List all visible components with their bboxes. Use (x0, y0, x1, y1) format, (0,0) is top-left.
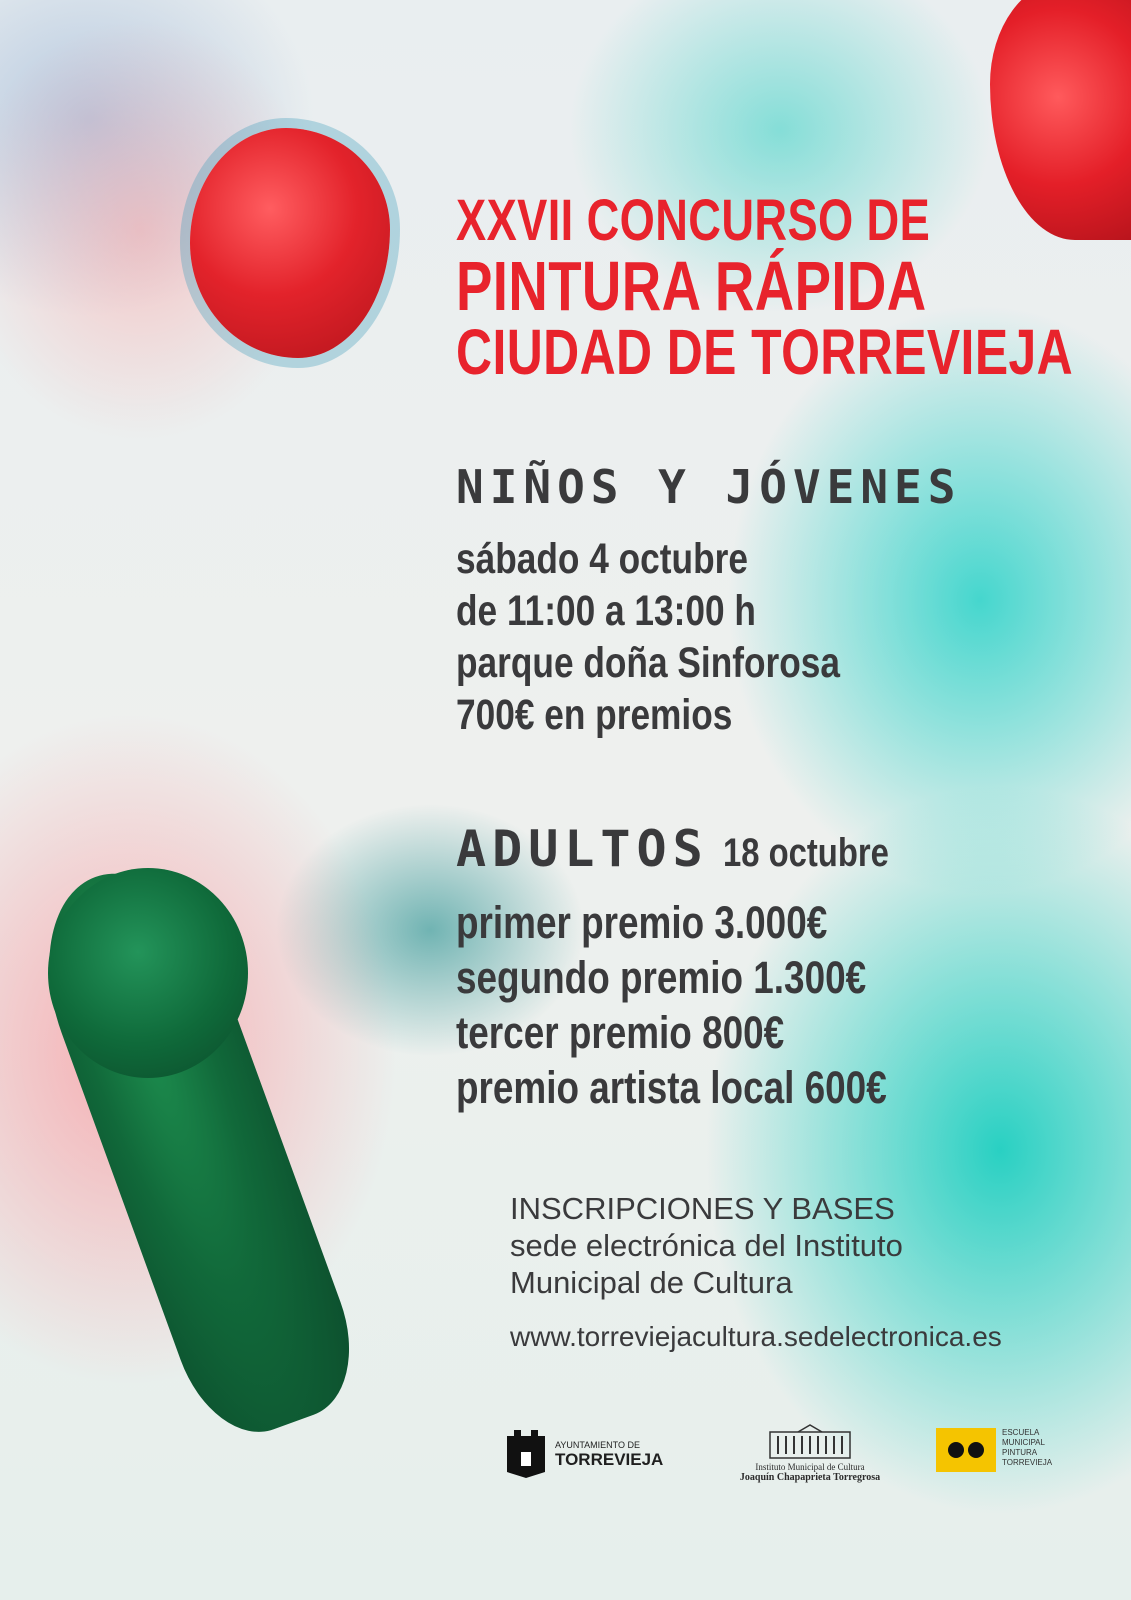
ayuntamiento-logo (505, 1430, 663, 1478)
escuela-line-1: ESCUELA (1002, 1428, 1040, 1437)
title-line-3: CIUDAD DE TORREVIEJA (456, 316, 1074, 388)
escuela-line-2: MUNICIPAL (1002, 1438, 1045, 1447)
adultos-heading-row (456, 820, 925, 878)
escuela-text (1002, 1428, 1052, 1468)
green-paint-blob-head (48, 868, 248, 1078)
registration-line-2: sede electrónica del Instituto (510, 1228, 903, 1263)
sponsor-logos (0, 1420, 1131, 1500)
adultos-date: 18 octubre (722, 831, 889, 875)
imc-small-text: Instituto Municipal de Cultura (755, 1462, 865, 1472)
red-paint-blob (190, 128, 390, 358)
poster-title (456, 188, 1131, 388)
first-prize: primer premio 3.000€ (456, 897, 828, 948)
second-prize: segundo premio 1.300€ (456, 952, 867, 1003)
escuela-line-4: TORREVIEJA (1002, 1458, 1053, 1467)
registration-info (510, 1190, 903, 1301)
yellow-eyes-logo-icon (936, 1428, 996, 1472)
third-prize: tercer premio 800€ (456, 1007, 785, 1058)
ninos-location: parque doña Sinforosa (456, 639, 840, 687)
local-artist-prize: premio artista local 600€ (456, 1062, 887, 1113)
imc-big-text: Joaquín Chapaprieta Torregrosa (739, 1472, 881, 1483)
castle-tower-icon (505, 1430, 547, 1478)
ayuntamiento-small-text: AYUNTAMIENTO DE (555, 1439, 641, 1450)
escuela-logo (936, 1428, 1052, 1472)
ninos-date: sábado 4 octubre (456, 535, 748, 583)
title-line-1: XXVII CONCURSO DE (456, 188, 931, 253)
ninos-details (456, 533, 924, 741)
adultos-heading: ADULTOS (456, 820, 709, 878)
escuela-line-3: PINTURA (1002, 1448, 1038, 1457)
registration-line-3: Municipal de Cultura (510, 1265, 793, 1300)
ayuntamiento-big-text: TORREVIEJA (555, 1449, 664, 1469)
registration-url[interactable]: www.torreviejacultura.sedelectronica.es (510, 1321, 1002, 1352)
registration-heading: INSCRIPCIONES Y BASES (510, 1191, 895, 1226)
ninos-heading: NIÑOS Y JÓVENES (456, 460, 962, 514)
imc-logo (730, 1424, 890, 1483)
title-line-2: PINTURA RÁPIDA (456, 247, 927, 325)
ninos-prizes: 700€ en premios (456, 691, 733, 739)
adultos-prizes (456, 895, 981, 1115)
ninos-time: de 11:00 a 13:00 h (456, 587, 756, 635)
building-facade-icon (768, 1424, 852, 1460)
